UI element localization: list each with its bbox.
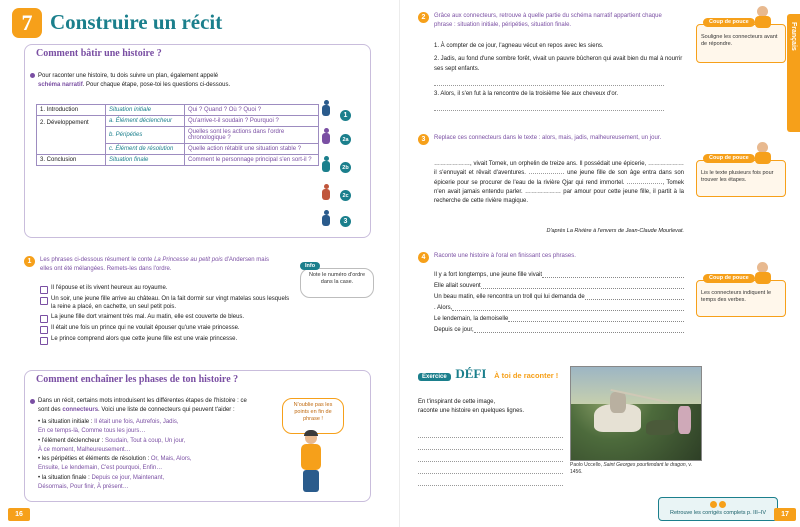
- list-item: • la situation initiale : Il était une fois, Autrefois, Jadis,: [38, 419, 179, 425]
- list-item: Désormais, Pour finir, À présent…: [38, 484, 129, 491]
- exercise-1-statement: Les phrases ci-dessous résument le conte La Princesse au petit pois d'Andersen mais elles ont été mélangées. Remets-les dans l'ordre.: [40, 257, 269, 272]
- defi-badge: Exercice DÉFI À toi de raconter !: [418, 366, 558, 382]
- lesson-box-structure-title: Comment bâtir une histoire ?: [36, 48, 162, 59]
- defi-instruction: En t'inspirant de cette image, raconte une histoire en quelques lignes.: [418, 399, 525, 415]
- answer-line[interactable]: Elle allait souvent: [434, 283, 684, 289]
- list-item[interactable]: Il l'épouse et ils vivent heureux au royaume.: [40, 285, 290, 294]
- mascot-icon: [752, 142, 774, 164]
- exercise-4-statement: Raconte une histoire à l'oral en finissant ces phrases.: [434, 253, 576, 259]
- character-illustration: [322, 210, 330, 226]
- table-row: 2. Développement a. Élément déclencheur Qu'arrive-t-il soudain ? Pourquoi ?: [37, 116, 319, 127]
- exercise-4-lines: [434, 272, 684, 338]
- answer-line[interactable]: [418, 474, 563, 486]
- hint-box-ex2: Coup de pouce Souligne les connecteurs avant de répondre.: [696, 24, 786, 63]
- subject-tab: Français: [787, 14, 800, 132]
- exercise-3-text[interactable]: ………………, vivait Tomek, un orphelin de treize ans. Il possédait une épicerie, ……………… il s'ennuyait et rêvait d'aventures. ……………… une jeune fille de son âge entra dans son épicerie pour se procurer de l'eau de la rivière Qjar qui rend immortel. ………………, Tomek n'en avait jamais entendu parler. ……………… par amour pour cette jeune fille, il partit à la recherche de cette rivière magique.: [434, 161, 684, 205]
- list-item: • l'élément déclencheur : Soudain, Tout à coup, Un jour,: [38, 437, 186, 444]
- order-checkbox[interactable]: [40, 337, 48, 345]
- page-number-left: 16: [8, 508, 30, 521]
- page-title: Construire un récit: [50, 10, 223, 34]
- lesson-intro-highlight: schéma narratif: [38, 81, 83, 88]
- page-number-right: 17: [774, 508, 796, 521]
- answer-line[interactable]: . Alors,: [434, 305, 684, 311]
- smiley-icon: [710, 501, 717, 508]
- table-row: 3. Conclusion Situation finale Comment le personnage principal s'en sort-il ?: [37, 155, 319, 166]
- answer-line[interactable]: [418, 438, 563, 450]
- exercise-1-list: [40, 285, 290, 347]
- list-item[interactable]: Un soir, une jeune fille arrive au château. On la fait dormir sur vingt matelas sous lesquels la reine a placé, en cachette, un seul petit pois.: [40, 296, 290, 312]
- hint-badge: Coup de pouce: [703, 18, 755, 27]
- step-marker-1: 1: [340, 110, 351, 121]
- table-row: 1. Introduction Situation initiale Qui ? Quand ? Où ? Quoi ?: [37, 105, 319, 116]
- list-item[interactable]: Le prince comprend alors que cette jeune fille est une vraie princesse.: [40, 336, 290, 345]
- character-illustration: [322, 128, 330, 144]
- smiley-icon: [719, 501, 726, 508]
- lesson-intro-part3: . Pour chaque étape, pose-toi les questions ci-dessous.: [82, 81, 231, 88]
- step-marker-3: 3: [340, 216, 351, 227]
- connectors-intro: Dans un récit, certains mots introduisent les différentes étapes de l'histoire : ce sont des connecteurs. Voici une liste de connecteurs qui peuvent t'aider :: [38, 398, 247, 413]
- answer-line[interactable]: Le lendemain, la demoiselle: [434, 316, 684, 322]
- answers-note: Retrouve les corrigés complets p. III–IV: [658, 497, 778, 521]
- mascot-icon: [752, 262, 774, 284]
- list-item: En ce temps-là, Comme tous les jours…: [38, 428, 146, 435]
- exercise-2-items: [434, 42, 684, 111]
- mascot-illustration: [296, 432, 326, 494]
- exercise-2-number: 2: [418, 12, 429, 23]
- order-checkbox[interactable]: [40, 297, 48, 305]
- mascot-icon: [752, 6, 774, 28]
- exercise-3-source: D'après La Rivière à l'envers de Jean-Claude Mourlevat.: [546, 228, 684, 234]
- hint-badge: Coup de pouce: [703, 274, 755, 283]
- connectors-list: [38, 418, 268, 492]
- right-page: [400, 0, 800, 527]
- order-checkbox[interactable]: [40, 326, 48, 334]
- list-item: 3. Alors, il s'en fut à la rencontre de la troisième fée aux cheveux d'or.: [434, 90, 619, 97]
- list-item: • les péripéties et éléments de résolution : Or, Mais, Alors,: [38, 456, 192, 463]
- lesson-box-connectors-title: Comment enchaîner les phases de ton histoire ?: [36, 374, 239, 385]
- character-illustration: [322, 100, 330, 116]
- exercise-4-number: 4: [418, 252, 429, 263]
- answer-line[interactable]: [418, 462, 563, 474]
- step-marker-2b: 2b: [340, 162, 351, 173]
- answer-line[interactable]: [418, 426, 563, 438]
- list-item[interactable]: La jeune fille dort vraiment très mal. Au matin, elle est couverte de bleus.: [40, 314, 290, 323]
- exercise-1-number: 1: [24, 256, 35, 267]
- answer-line[interactable]: [418, 450, 563, 462]
- lesson-intro: [38, 72, 313, 89]
- list-item: 2. Jadis, au fond d'une sombre forêt, vivait un pauvre bûcheron qui avait bien du mal à nourrir ses sept enfants.: [434, 56, 683, 72]
- bullet-icon: [30, 399, 35, 404]
- list-item: Ensuite, Le lendemain, C'est pourquoi, Enfin…: [38, 465, 163, 472]
- exercise-3-statement: Replace ces connecteurs dans le texte : alors, mais, jadis, malheureusement, un jour.: [434, 135, 662, 141]
- table-row: b. Péripéties Quelles sont les actions dans l'ordre chronologique ?: [37, 127, 319, 144]
- answer-line[interactable]: Un beau matin, elle rencontra un troll qui lui demanda de: [434, 294, 684, 300]
- hint-box-ex3: Coup de pouce Lis le texte plusieurs fois pour trouver les étapes.: [696, 160, 786, 197]
- lesson-intro-part1: Pour raconter une histoire, tu dois suivre un plan, également appelé: [38, 73, 219, 79]
- info-bubble: Note le numéro d'ordre dans la case.: [300, 268, 374, 298]
- step-marker-2a: 2a: [340, 134, 351, 145]
- answer-line[interactable]: Depuis ce jour,: [434, 327, 684, 333]
- answer-line[interactable]: [434, 101, 664, 111]
- artwork-caption: Paolo Uccello, Saint Georges pourfendant le dragon, v. 1456.: [570, 462, 692, 475]
- exercise-3-number: 3: [418, 134, 429, 145]
- list-item: 1. À compter de ce jour, l'agneau vécut en repos avec les siens.: [434, 43, 604, 49]
- chapter-number: 7: [12, 8, 42, 38]
- defi-answer-lines: [418, 426, 563, 486]
- exercise-2-statement: Grâce aux connecteurs, retrouve à quelle partie du schéma narratif appartient chaque phrase : situation initiale, péripéties, situation finale.: [434, 13, 662, 28]
- reminder-bubble: N'oublie pas les points en fin de phrase !: [282, 398, 344, 434]
- narrative-plan-table: [36, 104, 319, 166]
- character-illustration: [322, 184, 330, 200]
- order-checkbox[interactable]: [40, 286, 48, 294]
- table-row: c. Élément de résolution Quelle action rétablit une situation stable ?: [37, 144, 319, 155]
- list-item: • la situation finale : Depuis ce jour, Maintenant,: [38, 474, 165, 481]
- hint-badge: Coup de pouce: [703, 154, 755, 163]
- character-illustration: [322, 156, 330, 172]
- list-item: À ce moment, Malheureusement…: [38, 446, 131, 453]
- answer-line[interactable]: [434, 76, 664, 86]
- hint-box-ex4: Coup de pouce Les connecteurs indiquent le temps des verbes.: [696, 280, 786, 317]
- answer-line[interactable]: Il y a fort longtemps, une jeune fille vivait: [434, 272, 684, 278]
- bullet-icon: [30, 73, 35, 78]
- artwork-image: [570, 366, 702, 461]
- step-marker-2c: 2c: [340, 190, 351, 201]
- list-item[interactable]: Il était une fois un prince qui ne voulait épouser qu'une vraie princesse.: [40, 325, 290, 334]
- info-badge: Info: [300, 262, 320, 270]
- order-checkbox[interactable]: [40, 315, 48, 323]
